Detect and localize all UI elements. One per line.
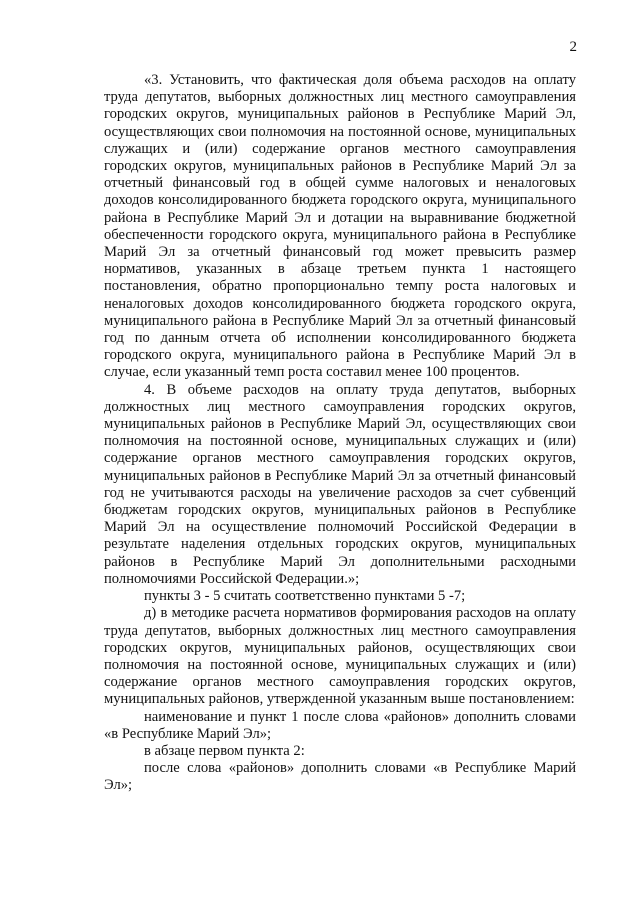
paragraph-item-4: 4. В объеме расходов на оплату труда депутатов, выборных должностных лиц местного самоуправления городских округов, муниципальных районов в Республике Марий Эл, осуществляющих свои полномочия на постоянной основе, муниципальных служащих и (или) содержание органов местного самоуправления городских округов, муниципальных районов в Республике Марий Эл за отчетный финансовый год не учитываются расходы на увеличение расходов за счет субвенций бюджетам городских округов, муниципальных районов в Республике Марий Эл на осуществление полномочий Российской Федерации в результате наделения отдельных городских округов, муниципальных районов в Республике Марий Эл дополнительными расходными полномочиями Российской Федерации.»; xyxy=(104,381,576,587)
paragraph-point-2-intro: в абзаце первом пункта 2: xyxy=(144,742,305,759)
paragraph-item-3: «3. Установить, что фактическая доля объема расходов на оплату труда депутатов, выборных должностных лиц местного самоуправления городских округов, муниципальных районов в Республике Марий Эл, осуществляющих свои полномочия на постоянной основе, муниципальных служащих и (или) содержание органов местного самоуправления городских округов, муниципальных районов в Республике Марий Эл за отчетный финансовый год в общей сумме налоговых и неналоговых доходов консолидированного бюджета городского округа, муниципального района в Республике Марий Эл и дотации на выравнивание бюджетной обеспеченности городского округа, муниципального района в Республике Марий Эл за отчетный финансовый год может превысить размер нормативов, указанных в абзаце третьем пункта 1 настоящего постановления, обратно пропорционально темпу роста налоговых и неналоговых доходов консолидированного бюджета городского округа, муниципального района в Республике Марий Эл за отчетный финансовый год по данным отчета об исполнении консолидированного бюджета городского округа, муниципального района в Республике Марий Эл в случае, если указанный темп роста составил менее 100 процентов. xyxy=(104,72,576,381)
paragraph-point-2-amendment: после слова «районов» дополнить словами «в Республике Марий Эл»; xyxy=(104,760,576,794)
paragraph-subitem-d: д) в методике расчета нормативов формирования расходов на оплату труда депутатов, выборных должностных лиц местного самоуправления городских округов, муниципальных районов, осуществляющих свои полномочия на постоянной основе, муниципальных служащих и (или) содержание органов местного самоуправления городских округов, муниципальных районов, утвержденной указанным выше постановлением: xyxy=(104,605,576,708)
page-number: 2 xyxy=(569,39,577,55)
paragraph-renumber-points: пункты 3 - 5 считать соответственно пунктами 5 -7; xyxy=(144,588,466,605)
paragraph-title-amendment: наименование и пункт 1 после слова «районов» дополнить словами «в Республике Марий Эл»; xyxy=(104,708,576,742)
document-body xyxy=(104,72,576,795)
